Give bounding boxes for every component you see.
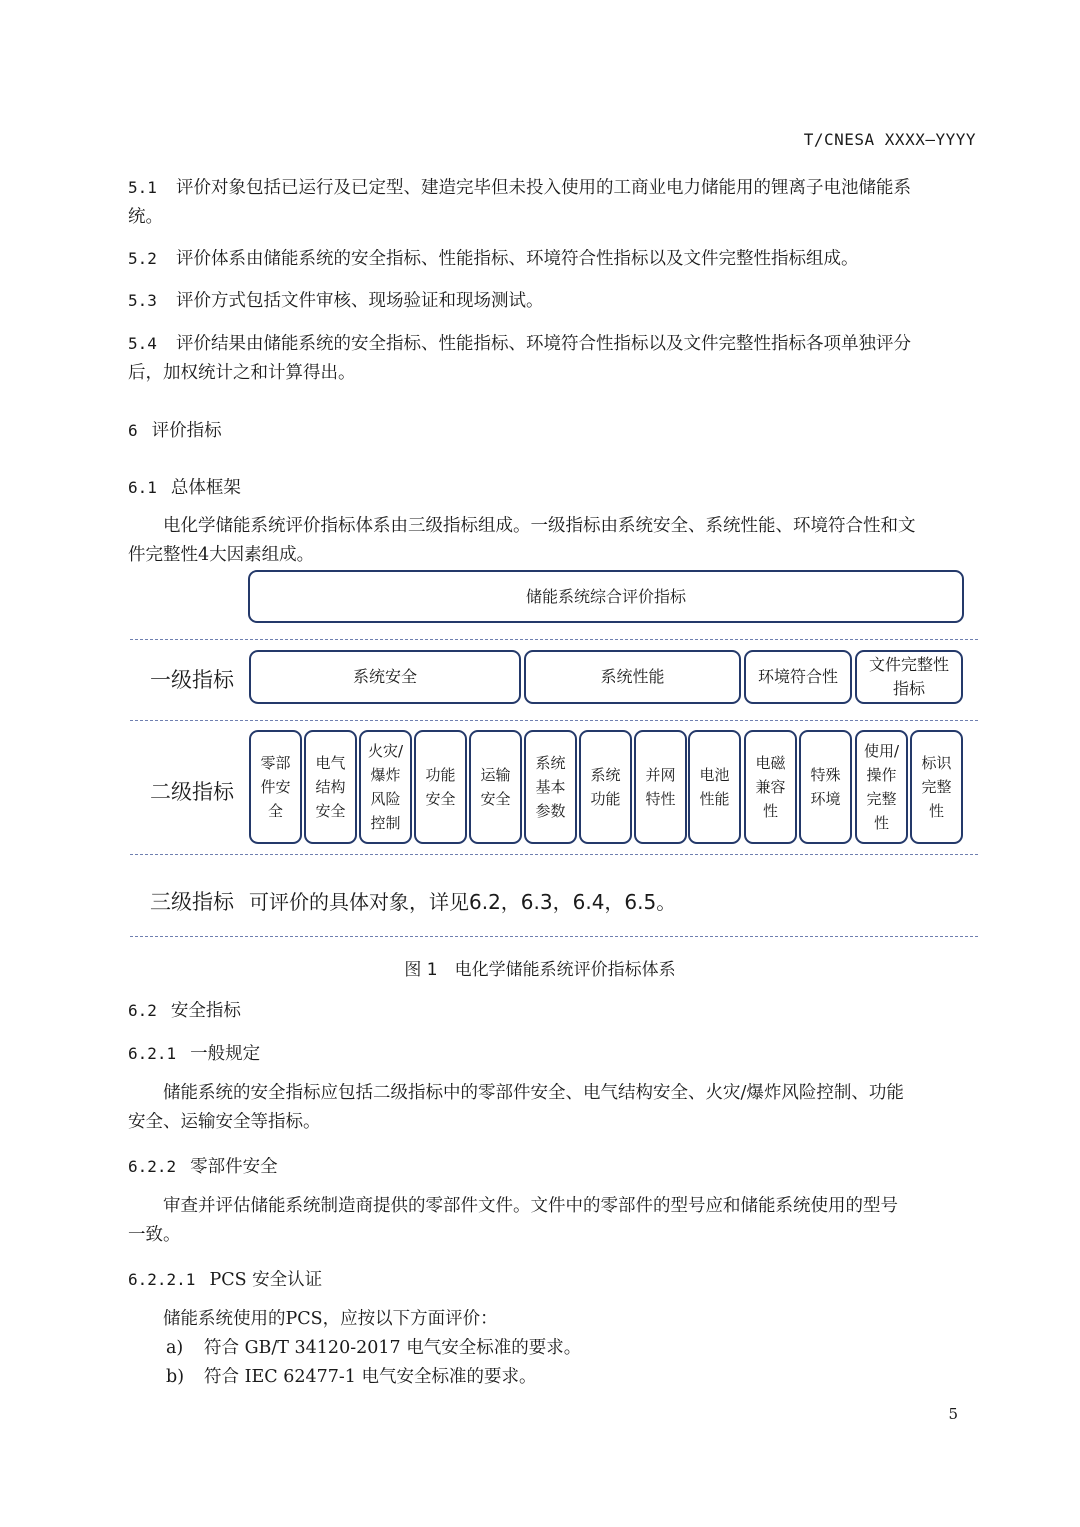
- clause-5-2: [128, 244, 978, 274]
- level2-box: 使用/ 操作 完整 性: [855, 730, 908, 844]
- list-text: 符合 IEC 62477-1 电气安全标准的要求。: [204, 1367, 537, 1387]
- paragraph-line: 储能系统的安全指标应包括二级指标中的零部件安全、电气结构安全、火灾/爆炸风险控制、功能: [163, 1083, 904, 1103]
- paragraph-6-2-2: [128, 1192, 978, 1250]
- dashed-divider: [130, 720, 978, 721]
- list-text: 符合 GB/T 34120-2017 电气安全标准的要求。: [204, 1338, 582, 1358]
- paragraph-6-2-1: [128, 1079, 978, 1137]
- section-number: 6.2.2.1: [128, 1270, 196, 1289]
- clause-number: 5.1: [128, 178, 157, 197]
- paragraph-line: 安全、运输安全等指标。: [128, 1112, 321, 1132]
- dashed-divider: [130, 854, 978, 855]
- clause-number: 5.3: [128, 291, 157, 310]
- top-box: 储能系统综合评价指标: [248, 570, 964, 623]
- section-heading-6: [128, 417, 222, 442]
- list-marker: b): [166, 1367, 185, 1387]
- paragraph-line: 审查并评估储能系统制造商提供的零部件文件。文件中的零部件的型号应和储能系统使用的型号: [163, 1196, 898, 1216]
- section-heading-6-2: [128, 997, 241, 1022]
- level1-box-system-safety: 系统安全: [249, 650, 521, 704]
- level1-label: 一级指标: [150, 668, 234, 692]
- section-heading-6-2-2-1: [128, 1266, 322, 1291]
- level2-box: 电气 结构 安全: [304, 730, 357, 844]
- level2-box: 零部 件安 全: [249, 730, 302, 844]
- section-title: 一般规定: [190, 1044, 261, 1064]
- level2-box: 功能 安全: [414, 730, 467, 844]
- section-heading-6-1: [128, 474, 241, 499]
- section-heading-6-2-1: [128, 1040, 260, 1065]
- section-title: 安全指标: [170, 1001, 241, 1021]
- level3-description: 可评价的具体对象，详见6.2，6.3，6.4，6.5。: [249, 890, 677, 914]
- list-item: [166, 1363, 536, 1392]
- clause-5-4: [128, 329, 978, 388]
- page-number: 5: [948, 1405, 958, 1423]
- section-number: 6.1: [128, 478, 157, 497]
- list-marker: a): [166, 1338, 184, 1358]
- dashed-divider: [130, 639, 978, 640]
- level2-box: 运输 安全: [469, 730, 522, 844]
- level1-box-environment: 环境符合性: [744, 650, 852, 704]
- section-number: 6.2.1: [128, 1044, 177, 1063]
- paragraph-line: 件完整性4大因素组成。: [128, 545, 315, 565]
- level2-box: 并网 特性: [634, 730, 687, 844]
- level2-box: 系统 基本 参数: [524, 730, 577, 844]
- clause-number: 5.4: [128, 334, 157, 353]
- clause-text: 评价结果由储能系统的安全指标、性能指标、环境符合性指标以及文件完整性指标各项单独评分: [176, 334, 911, 354]
- level1-box-system-performance: 系统性能: [524, 650, 741, 704]
- paragraph-6-2-2-1: [128, 1305, 978, 1334]
- section-number: 6: [128, 421, 138, 440]
- clause-text: 评价方式包括文件审核、现场验证和现场测试。: [176, 291, 544, 311]
- dashed-divider: [130, 936, 978, 937]
- level2-box: 标识 完整 性: [910, 730, 963, 844]
- level2-box: 电磁 兼容 性: [744, 730, 797, 844]
- section-number: 6.2: [128, 1001, 157, 1020]
- section-title: PCS 安全认证: [209, 1270, 323, 1290]
- level2-box: 火灾/ 爆炸 风险 控制: [359, 730, 412, 844]
- section-title: 零部件安全: [190, 1157, 278, 1177]
- clause-text-cont: 后，加权统计之和计算得出。: [128, 363, 356, 383]
- clause-5-1: [128, 173, 978, 232]
- paragraph-line: 一致。: [128, 1225, 181, 1245]
- list-item: [166, 1334, 581, 1363]
- level3-label: 三级指标: [150, 890, 234, 914]
- section-number: 6.2.2: [128, 1157, 177, 1176]
- level2-box: 系统 功能: [579, 730, 632, 844]
- level2-label: 二级指标: [150, 780, 234, 804]
- figure-caption: 图 1 电化学储能系统评价指标体系: [404, 960, 676, 980]
- section-title: 评价指标: [151, 421, 222, 441]
- document-code: T/CNESA XXXX—YYYY: [803, 130, 976, 149]
- clause-text-cont: 统。: [128, 207, 163, 227]
- clause-text: 评价体系由储能系统的安全指标、性能指标、环境符合性指标以及文件完整性指标组成。: [176, 249, 859, 269]
- section-title: 总体框架: [170, 478, 241, 498]
- paragraph-line: 电化学储能系统评价指标体系由三级指标组成。一级指标由系统安全、系统性能、环境符合性和文: [163, 516, 916, 536]
- level1-box-documentation: 文件完整性 指标: [855, 650, 963, 704]
- paragraph-6-1: [128, 512, 978, 570]
- clause-number: 5.2: [128, 249, 157, 268]
- level2-box: 特殊 环境: [799, 730, 852, 844]
- clause-5-3: [128, 286, 978, 316]
- clause-text: 评价对象包括已运行及已定型、建造完毕但未投入使用的工商业电力储能用的锂离子电池储能系: [176, 178, 911, 198]
- paragraph-line: 储能系统使用的PCS，应按以下方面评价：: [163, 1309, 498, 1329]
- level2-box: 电池 性能: [688, 730, 741, 844]
- section-heading-6-2-2: [128, 1153, 278, 1178]
